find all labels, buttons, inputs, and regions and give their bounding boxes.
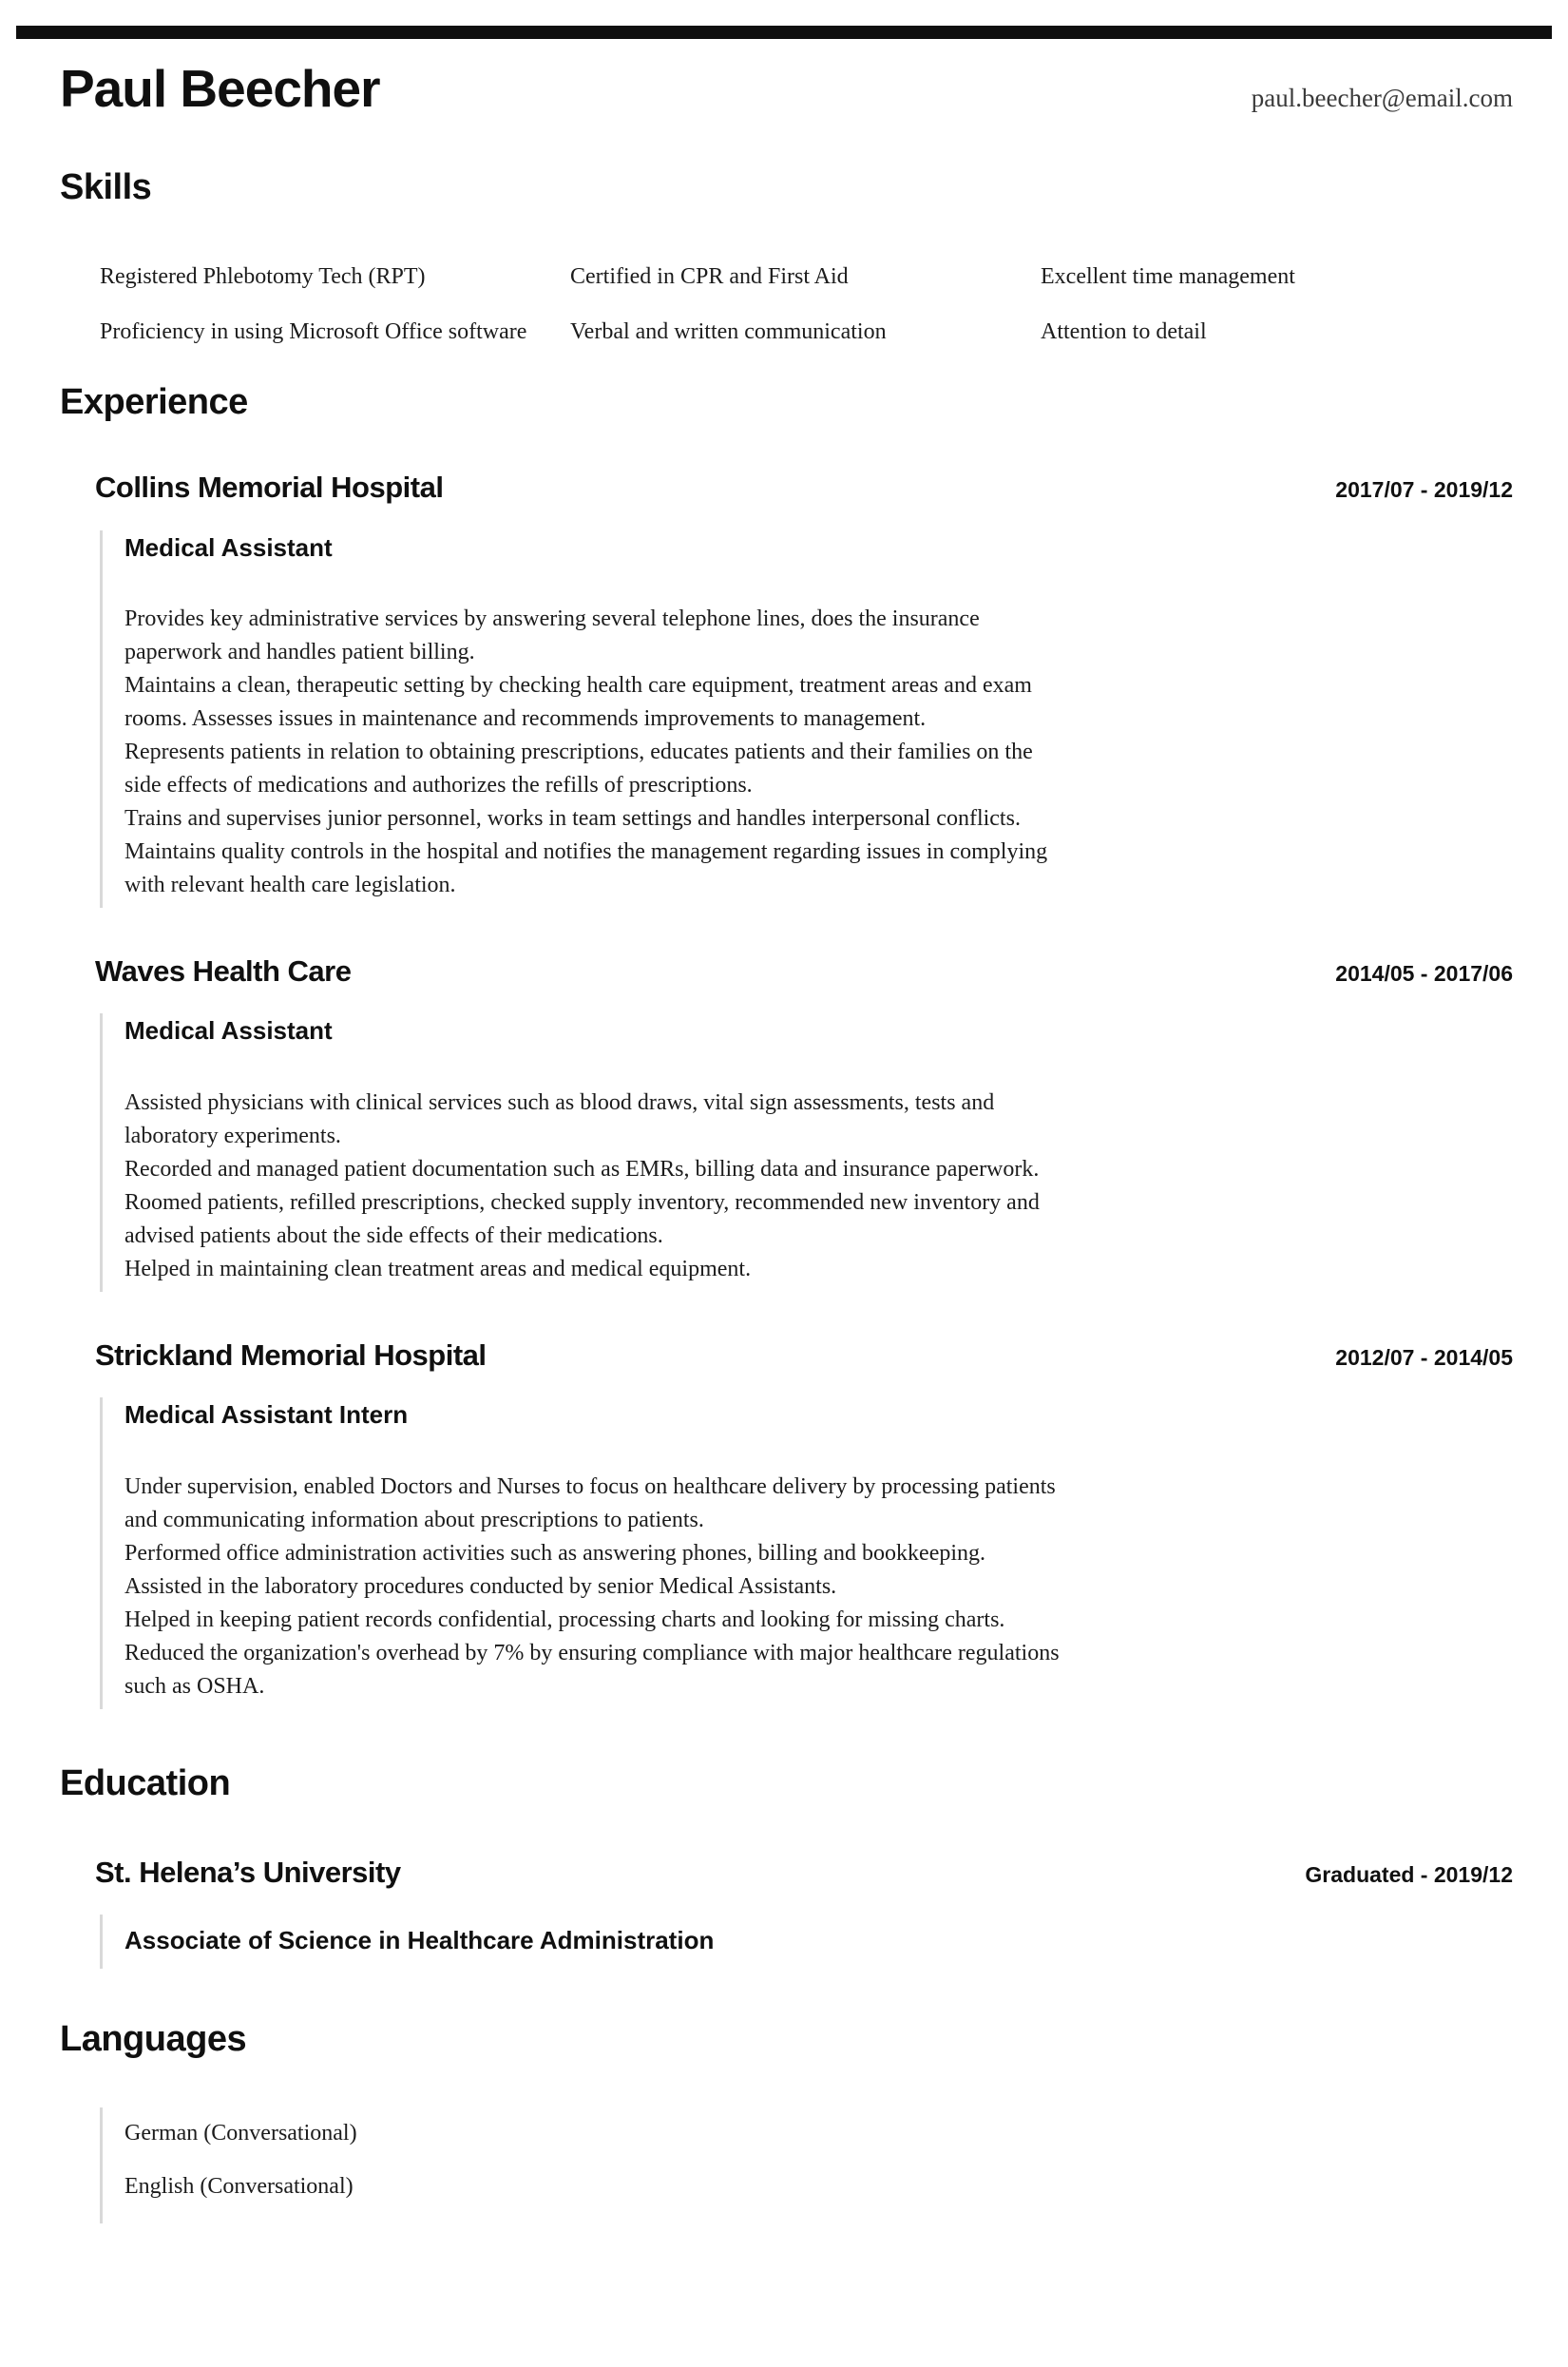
job-dates: 2017/07 - 2019/12 — [1335, 477, 1513, 503]
experience-section-title: Experience — [60, 381, 248, 422]
language-item: German (Conversational) — [124, 2120, 357, 2146]
role-block — [100, 530, 1513, 909]
education-entry — [60, 1855, 1513, 1969]
description-line: Represents patients in relation to obtaining prescriptions, educates patients and their families on the side effects of medications and authorizes the refills of prescriptions. — [124, 740, 1033, 799]
company-name: Collins Memorial Hospital — [95, 471, 444, 505]
description-line: Performed office administration activities such as answering phones, billing and bookkeeping. — [124, 1540, 986, 1566]
skills-section-title: Skills — [60, 167, 152, 208]
experience-entry — [60, 1337, 1513, 1709]
description-line: Roomed patients, refilled prescriptions, checked supply inventory, recommended new inventory and advised patients about the side effects of their medications. — [124, 1189, 1040, 1248]
job-description — [124, 1471, 1065, 1703]
job-dates: 2014/05 - 2017/06 — [1335, 961, 1513, 987]
description-line: Maintains a clean, therapeutic setting by checking health care equipment, treatment areas and exam rooms. Assesses issues in maintenance and recommends improvements to management. — [124, 673, 1032, 732]
job-role: Medical Assistant — [124, 1016, 333, 1046]
top-divider-bar — [16, 26, 1552, 39]
job-role: Medical Assistant Intern — [124, 1400, 409, 1429]
description-line: Assisted in the laboratory procedures conducted by senior Medical Assistants. — [124, 1573, 837, 1599]
experience-entry — [60, 953, 1513, 1292]
skill-item: Certified in CPR and First Aid — [570, 263, 849, 289]
job-description — [124, 1087, 1065, 1286]
role-block — [100, 1013, 1513, 1292]
skill-item: Attention to detail — [1041, 318, 1207, 344]
job-header — [95, 1337, 1513, 1373]
experience-entry — [60, 470, 1513, 908]
languages-section-title: Languages — [60, 2019, 247, 2060]
description-line: Helped in keeping patient records confidential, processing charts and looking for missing charts. — [124, 1607, 1005, 1632]
email-text: paul.beecher@email.com — [1251, 84, 1513, 113]
resume-header — [60, 59, 1513, 119]
skills-grid — [100, 260, 1513, 349]
description-line: Recorded and managed patient documentation such as EMRs, billing data and insurance paperwork. — [124, 1156, 1040, 1182]
skill-item: Registered Phlebotomy Tech (RPT) — [100, 263, 426, 289]
description-line: Assisted physicians with clinical services such as blood draws, vital sign assessments, tests and laboratory experiments. — [124, 1089, 995, 1148]
language-item: English (Conversational) — [124, 2173, 354, 2199]
role-block — [100, 1397, 1513, 1709]
job-header — [95, 953, 1513, 989]
description-line: Trains and supervises junior personnel, works in team settings and handles interpersonal conflicts. — [124, 806, 1021, 832]
company-name: Waves Health Care — [95, 954, 352, 989]
job-header — [95, 470, 1513, 505]
skill-item: Verbal and written communication — [570, 318, 887, 344]
job-role: Medical Assistant — [124, 532, 333, 562]
company-name: Strickland Memorial Hospital — [95, 1337, 487, 1372]
description-line: Under supervision, enabled Doctors and Nurses to focus on healthcare delivery by processing patients and communicating information about prescriptions to patients. — [124, 1473, 1056, 1532]
description-line: Helped in maintaining clean treatment areas and medical equipment. — [124, 1256, 752, 1281]
school-header — [95, 1855, 1513, 1890]
description-line: Maintains quality controls in the hospital and notifies the management regarding issues in complying with relevant health care legislation. — [124, 839, 1048, 898]
languages-block — [100, 2107, 1513, 2223]
graduation-date: Graduated - 2019/12 — [1305, 1862, 1513, 1888]
description-line: Provides key administrative services by answering several telephone lines, does the insurance paperwork and handles patient billing. — [124, 606, 980, 665]
description-line: Reduced the organization's overhead by 7% by ensuring compliance with major healthcare regulations such as OSHA. — [124, 1640, 1060, 1699]
person-name: Paul Beecher — [60, 59, 380, 118]
education-section-title: Education — [60, 1762, 231, 1803]
job-description — [124, 603, 1065, 902]
skill-item: Excellent time management — [1041, 263, 1295, 289]
job-dates: 2012/07 - 2014/05 — [1335, 1344, 1513, 1370]
school-name: St. Helena’s University — [95, 1856, 401, 1890]
degree-name: Associate of Science in Healthcare Administration — [124, 1926, 715, 1955]
skill-item: Proficiency in using Microsoft Office software — [100, 318, 527, 344]
degree-block — [100, 1915, 1513, 1969]
